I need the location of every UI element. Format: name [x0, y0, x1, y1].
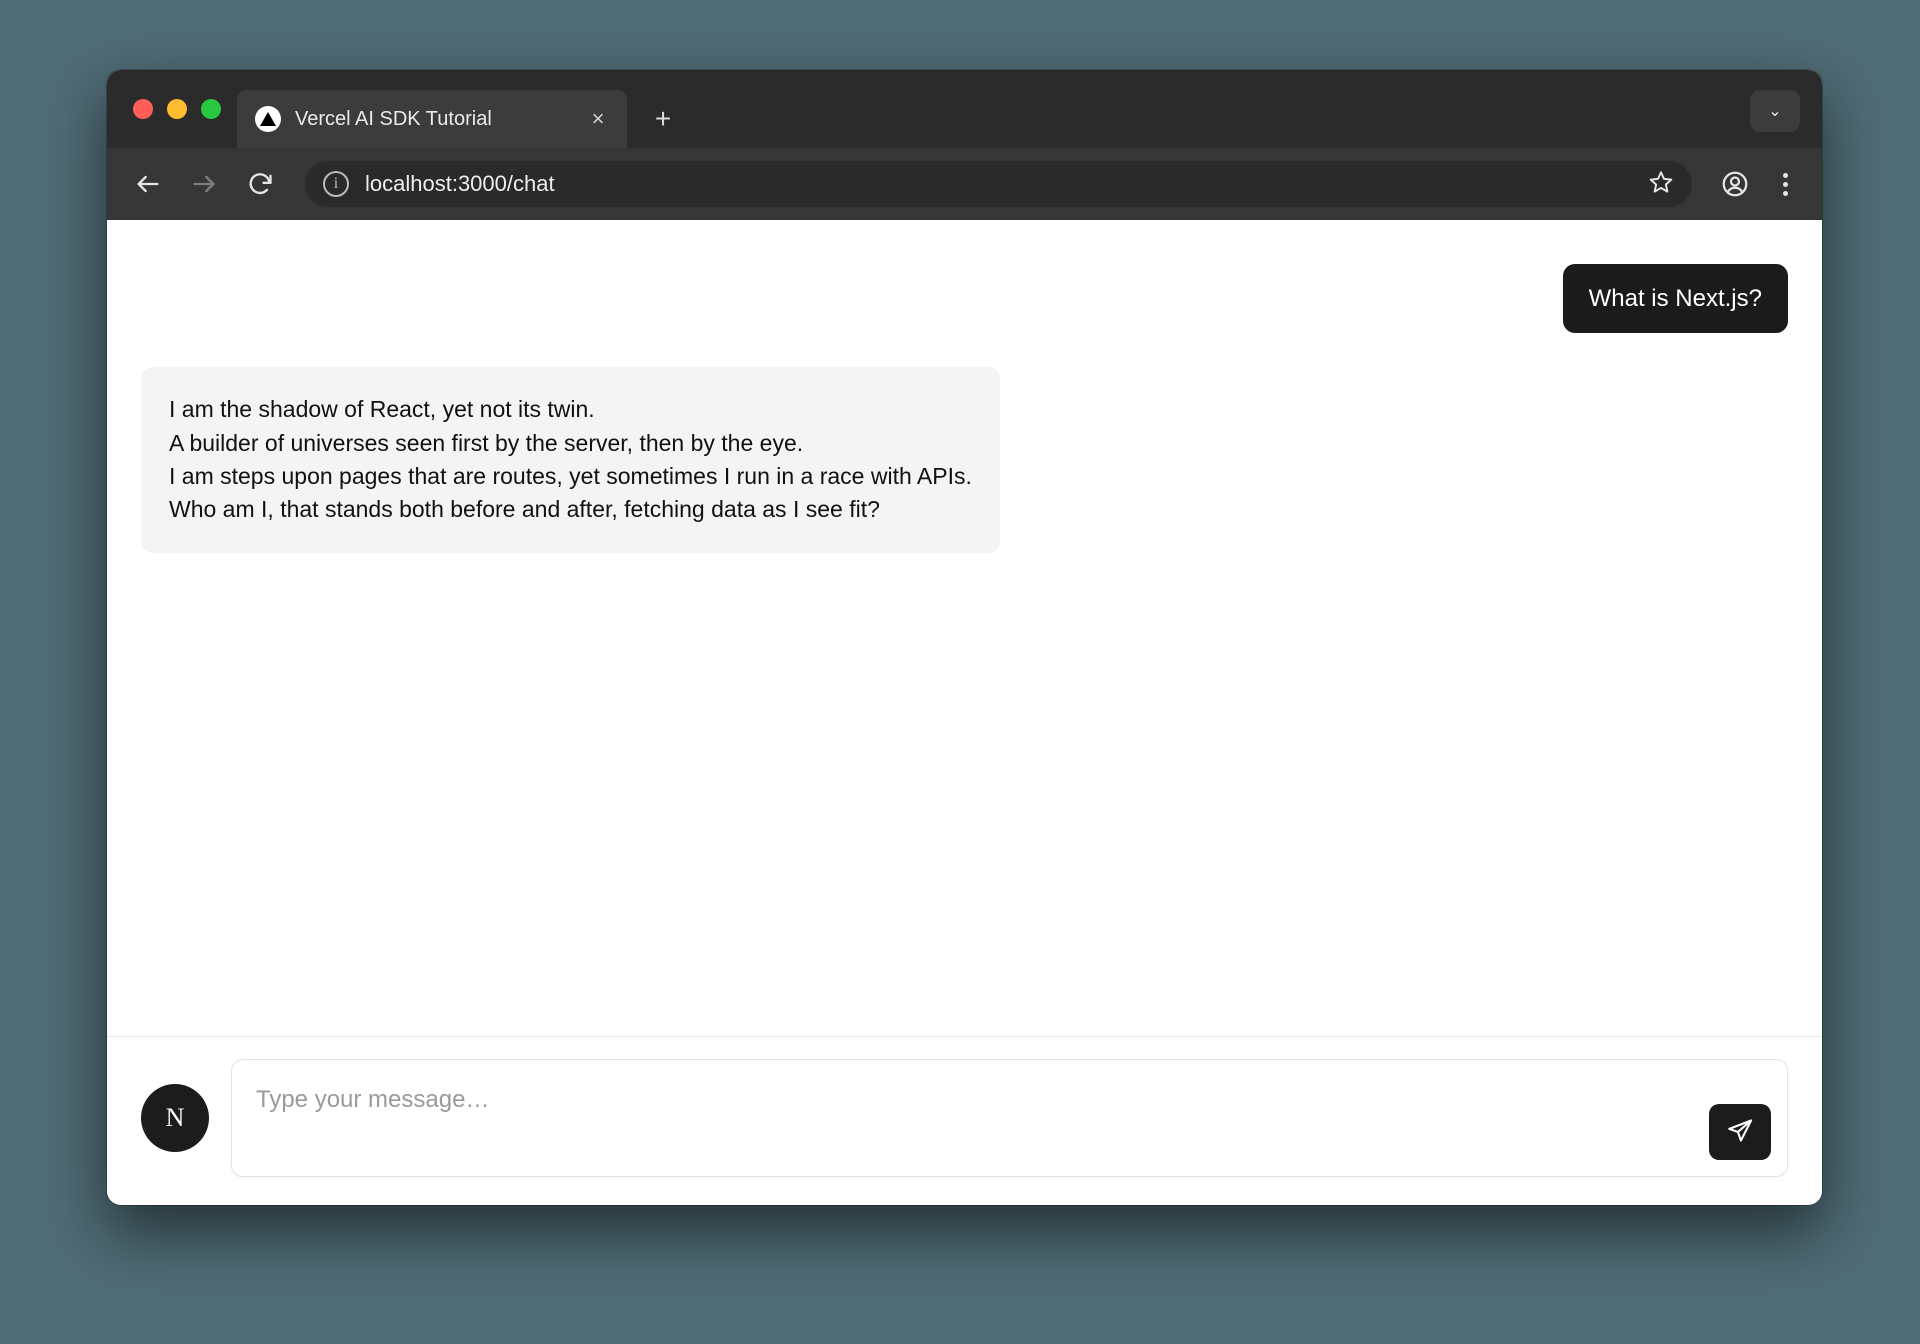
assistant-message-line: Who am I, that stands both before and after, fetching data as I see fit? [169, 496, 880, 523]
browser-window [107, 70, 1822, 1205]
assistant-message-line: A builder of universes seen first by the server, then by the eye. [169, 429, 804, 456]
page-viewport [107, 220, 1822, 1205]
assistant-message-bubble [141, 367, 1000, 552]
user-message-bubble: What is Next.js? [1563, 264, 1788, 333]
back-button[interactable] [131, 167, 165, 201]
browser-tab[interactable] [237, 90, 627, 148]
browser-toolbar [107, 148, 1822, 220]
send-icon [1726, 1117, 1754, 1148]
chat-composer [107, 1036, 1822, 1205]
bookmark-star-icon[interactable] [1648, 169, 1674, 200]
reload-button[interactable] [243, 167, 277, 201]
assistant-message-line: I am the shadow of React, yet not its twin. [169, 396, 595, 423]
chat-message-assistant [141, 367, 1788, 552]
site-info-icon[interactable]: i [323, 171, 349, 197]
chat-message-list [107, 220, 1822, 1036]
browser-tabstrip [107, 70, 1822, 148]
tab-list-chevron-down-icon[interactable]: ⌄ [1750, 90, 1800, 132]
chat-message-input[interactable] [232, 1060, 1787, 1176]
forward-button[interactable] [187, 167, 221, 201]
maximize-window-button[interactable] [201, 99, 221, 119]
close-tab-icon[interactable]: × [591, 106, 605, 131]
address-bar[interactable] [305, 161, 1692, 207]
vercel-triangle-icon [255, 106, 281, 132]
window-traffic-lights [125, 70, 237, 148]
assistant-message-line: I am steps upon pages that are routes, yet sometimes I run in a race with APIs. [169, 462, 972, 489]
close-window-button[interactable] [133, 99, 153, 119]
new-tab-button[interactable]: + [654, 103, 672, 134]
profile-avatar-icon[interactable] [1720, 169, 1750, 199]
address-bar-url: localhost:3000/chat [365, 171, 555, 196]
browser-tab-title: Vercel AI SDK Tutorial [295, 107, 492, 130]
chat-input-wrapper [231, 1059, 1788, 1177]
browser-menu-button[interactable] [1772, 167, 1798, 201]
minimize-window-button[interactable] [167, 99, 187, 119]
avatar: N [141, 1084, 209, 1152]
send-message-button[interactable] [1709, 1104, 1771, 1160]
chat-message-user [141, 264, 1788, 333]
